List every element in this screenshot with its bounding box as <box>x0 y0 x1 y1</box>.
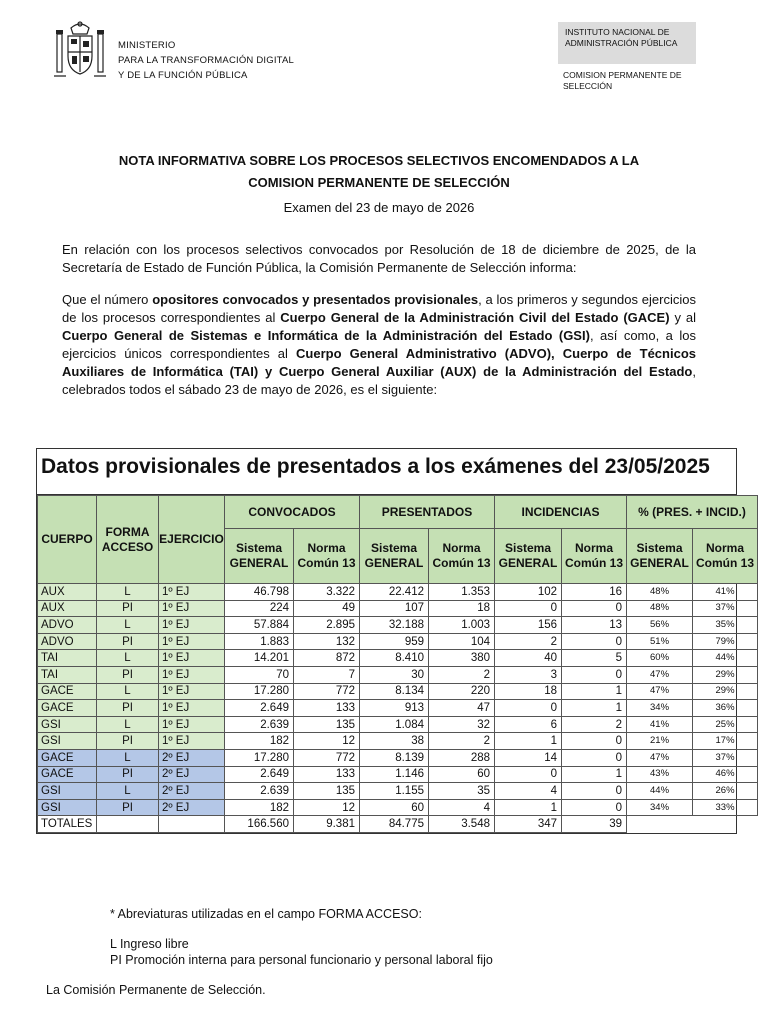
cell-incidencias-sistema: 1 <box>495 799 562 816</box>
header-norma-comun: Norma Común 13 <box>294 529 360 584</box>
cell-presentados-sistema: 959 <box>360 633 429 650</box>
cell-convocados-norma: 3.322 <box>294 584 360 601</box>
cell-cuerpo: GACE <box>38 766 97 783</box>
cell-percentage-sistema: 47% <box>627 666 693 683</box>
cell-percentage-sistema: 47% <box>627 683 693 700</box>
table-row <box>38 783 758 800</box>
cell-forma-acceso: L <box>97 749 159 766</box>
total-presentados-norma: 3.548 <box>429 816 495 833</box>
details-paragraph <box>62 291 696 399</box>
cell-forma-acceso: PI <box>97 633 159 650</box>
header-sistema-general: Sistema GENERAL <box>225 529 294 584</box>
cell-ejercicio: 1º EJ <box>159 716 225 733</box>
cell-incidencias-norma: 13 <box>562 617 627 634</box>
cell-incidencias-sistema: 4 <box>495 783 562 800</box>
note-item: L Ingreso libre <box>110 937 189 951</box>
cell-percentage-sistema: 43% <box>627 766 693 783</box>
cell-ejercicio: 1º EJ <box>159 617 225 634</box>
exam-date: Examen del 23 de mayo de 2026 <box>283 200 475 215</box>
inap-label <box>558 22 696 64</box>
cell-cuerpo: GSI <box>38 733 97 750</box>
totals-label: TOTALES <box>38 816 97 833</box>
cell-convocados-sistema: 182 <box>225 733 294 750</box>
cell-convocados-sistema: 2.639 <box>225 783 294 800</box>
cell-forma-acceso: L <box>97 584 159 601</box>
text-span: , así como, a los ejercicios únicos correspondientes al <box>62 328 696 361</box>
total-convocados-norma: 9.381 <box>294 816 360 833</box>
cell-convocados-norma: 7 <box>294 666 360 683</box>
cell-percentage-norma: 79% <box>693 633 758 650</box>
cell-incidencias-norma: 2 <box>562 716 627 733</box>
header-norma-comun: Norma Común 13 <box>562 529 627 584</box>
cell-presentados-norma: 380 <box>429 650 495 667</box>
cell-convocados-norma: 132 <box>294 633 360 650</box>
cell-incidencias-norma: 16 <box>562 584 627 601</box>
table-row <box>38 749 758 766</box>
text-span: y al <box>669 310 697 325</box>
cell-presentados-sistema: 913 <box>360 700 429 717</box>
title-line: NOTA INFORMATIVA SOBRE LOS PROCESOS SELECTIVOS ENCOMENDADOS A LA <box>118 153 640 168</box>
cell-incidencias-norma: 1 <box>562 766 627 783</box>
cell-presentados-sistema: 22.412 <box>360 584 429 601</box>
cell-incidencias-sistema: 6 <box>495 716 562 733</box>
commission-line: SELECCIÓN <box>563 81 613 91</box>
cell-cuerpo: AUX <box>38 584 97 601</box>
total-presentados-sistema: 84.775 <box>360 816 429 833</box>
cell-incidencias-sistema: 0 <box>495 766 562 783</box>
header-incidencias: INCIDENCIAS <box>495 496 627 529</box>
cell-presentados-sistema: 1.155 <box>360 783 429 800</box>
cell-percentage-sistema: 34% <box>627 799 693 816</box>
cell-percentage-sistema: 60% <box>627 650 693 667</box>
table-row <box>38 617 758 634</box>
text-span: , a los primeros y segundos ejercicios de los procesos correspondientes al <box>62 292 696 325</box>
cell-presentados-sistema: 8.134 <box>360 683 429 700</box>
cell-forma-acceso: PI <box>97 600 159 617</box>
cell-convocados-norma: 2.895 <box>294 617 360 634</box>
header-ejercicio: EJERCICIO <box>159 496 225 584</box>
document-title <box>40 150 718 194</box>
table-title: Datos provisionales de presentados a los exámenes del 23/05/2025 <box>37 449 736 495</box>
cell-percentage-sistema: 56% <box>627 617 693 634</box>
cell-convocados-norma: 772 <box>294 749 360 766</box>
cell-presentados-norma: 47 <box>429 700 495 717</box>
cell-percentage-norma: 25% <box>693 716 758 733</box>
bold-span: opositores convocados y presentados provisionales <box>152 292 479 307</box>
commission-line: COMISION PERMANENTE DE <box>563 70 682 80</box>
cell-presentados-sistema: 38 <box>360 733 429 750</box>
cell-convocados-norma: 872 <box>294 650 360 667</box>
cell-percentage-norma: 35% <box>693 617 758 634</box>
totals-row <box>38 816 758 833</box>
cell-incidencias-sistema: 40 <box>495 650 562 667</box>
cell-convocados-norma: 133 <box>294 766 360 783</box>
cell-convocados-sistema: 17.280 <box>225 683 294 700</box>
cell-incidencias-sistema: 0 <box>495 600 562 617</box>
cell-percentage-sistema: 44% <box>627 783 693 800</box>
empty-cell <box>159 816 225 833</box>
cell-forma-acceso: PI <box>97 766 159 783</box>
cell-presentados-sistema: 32.188 <box>360 617 429 634</box>
cell-convocados-sistema: 46.798 <box>225 584 294 601</box>
cell-ejercicio: 1º EJ <box>159 633 225 650</box>
results-table <box>37 495 758 833</box>
cell-incidencias-sistema: 1 <box>495 733 562 750</box>
cell-ejercicio: 1º EJ <box>159 666 225 683</box>
cell-cuerpo: GSI <box>38 716 97 733</box>
cell-percentage-norma: 44% <box>693 650 758 667</box>
empty-cell <box>97 816 159 833</box>
cell-incidencias-norma: 1 <box>562 700 627 717</box>
cell-convocados-sistema: 2.649 <box>225 700 294 717</box>
header-sistema-general: Sistema GENERAL <box>495 529 562 584</box>
table-row <box>38 683 758 700</box>
cell-presentados-sistema: 107 <box>360 600 429 617</box>
cell-presentados-sistema: 1.084 <box>360 716 429 733</box>
table-row <box>38 733 758 750</box>
results-table-container <box>36 448 755 834</box>
cell-convocados-sistema: 70 <box>225 666 294 683</box>
header-sistema-general: Sistema GENERAL <box>627 529 693 584</box>
table-row <box>38 766 758 783</box>
cell-cuerpo: GSI <box>38 799 97 816</box>
cell-ejercicio: 2º EJ <box>159 783 225 800</box>
cell-percentage-norma: 36% <box>693 700 758 717</box>
cell-incidencias-sistema: 102 <box>495 584 562 601</box>
cell-percentage-norma: 26% <box>693 783 758 800</box>
notes-heading: * Abreviaturas utilizadas en el campo FORMA ACCESO: <box>110 907 422 921</box>
cell-convocados-sistema: 2.649 <box>225 766 294 783</box>
cell-forma-acceso: L <box>97 716 159 733</box>
cell-presentados-sistema: 8.139 <box>360 749 429 766</box>
cell-incidencias-sistema: 156 <box>495 617 562 634</box>
cell-presentados-norma: 220 <box>429 683 495 700</box>
cell-forma-acceso: L <box>97 683 159 700</box>
table-body <box>38 584 758 816</box>
cell-presentados-sistema: 8.410 <box>360 650 429 667</box>
cell-percentage-sistema: 48% <box>627 600 693 617</box>
bold-span: Cuerpo General de la Administración Civil del Estado (GACE) <box>280 310 670 325</box>
cell-percentage-norma: 33% <box>693 799 758 816</box>
cell-percentage-norma: 37% <box>693 600 758 617</box>
cell-convocados-norma: 49 <box>294 600 360 617</box>
cell-presentados-norma: 104 <box>429 633 495 650</box>
cell-incidencias-sistema: 14 <box>495 749 562 766</box>
cell-cuerpo: TAI <box>38 666 97 683</box>
table-row <box>38 584 758 601</box>
commission-label <box>563 70 703 92</box>
cell-incidencias-norma: 0 <box>562 783 627 800</box>
cell-convocados-norma: 133 <box>294 700 360 717</box>
table-row <box>38 666 758 683</box>
cell-incidencias-norma: 0 <box>562 633 627 650</box>
cell-percentage-norma: 37% <box>693 749 758 766</box>
cell-percentage-norma: 29% <box>693 683 758 700</box>
cell-incidencias-sistema: 18 <box>495 683 562 700</box>
intro-paragraph: En relación con los procesos selectivos convocados por Resolución de 18 de diciembre de 2025, de la Secretaría de Estado de Función Pública, la Comisión Permanente de Selección informa: <box>62 242 696 275</box>
cell-convocados-sistema: 57.884 <box>225 617 294 634</box>
cell-presentados-norma: 1.353 <box>429 584 495 601</box>
cell-incidencias-sistema: 2 <box>495 633 562 650</box>
cell-presentados-sistema: 30 <box>360 666 429 683</box>
cell-ejercicio: 1º EJ <box>159 733 225 750</box>
cell-presentados-norma: 32 <box>429 716 495 733</box>
cell-forma-acceso: L <box>97 617 159 634</box>
cell-forma-acceso: PI <box>97 733 159 750</box>
header-sistema-general: Sistema GENERAL <box>360 529 429 584</box>
cell-ejercicio: 1º EJ <box>159 600 225 617</box>
cell-cuerpo: TAI <box>38 650 97 667</box>
cell-percentage-norma: 29% <box>693 666 758 683</box>
bold-span: Cuerpo General Administrativo (ADVO), Cuerpo de Técnicos Auxiliares de Informática (TAI) y Cuerpo General Auxiliar (AUX) de la Administración del Estado <box>62 346 696 379</box>
cell-convocados-norma: 772 <box>294 683 360 700</box>
cell-cuerpo: GACE <box>38 749 97 766</box>
table-row <box>38 600 758 617</box>
cell-incidencias-norma: 5 <box>562 650 627 667</box>
cell-percentage-sistema: 21% <box>627 733 693 750</box>
cell-convocados-sistema: 2.639 <box>225 716 294 733</box>
cell-ejercicio: 1º EJ <box>159 584 225 601</box>
cell-percentage-sistema: 51% <box>627 633 693 650</box>
cell-ejercicio: 2º EJ <box>159 799 225 816</box>
cell-presentados-sistema: 60 <box>360 799 429 816</box>
cell-ejercicio: 1º EJ <box>159 683 225 700</box>
table-row <box>38 716 758 733</box>
cell-forma-acceso: PI <box>97 666 159 683</box>
header-percentage: % (PRES. + INCID.) <box>627 496 758 529</box>
cell-presentados-norma: 2 <box>429 733 495 750</box>
cell-presentados-norma: 1.003 <box>429 617 495 634</box>
header-norma-comun: Norma Común 13 <box>429 529 495 584</box>
cell-forma-acceso: PI <box>97 700 159 717</box>
header-presentados: PRESENTADOS <box>360 496 495 529</box>
total-convocados-sistema: 166.560 <box>225 816 294 833</box>
total-incidencias-norma: 39 <box>562 816 627 833</box>
total-incidencias-sistema: 347 <box>495 816 562 833</box>
cell-incidencias-norma: 0 <box>562 733 627 750</box>
cell-convocados-sistema: 14.201 <box>225 650 294 667</box>
table-row <box>38 650 758 667</box>
bold-span: Cuerpo General de Sistemas e Informática de la Administración del Estado (GSI) <box>62 328 590 343</box>
header-cuerpo: CUERPO <box>38 496 97 584</box>
ministry-name <box>118 38 294 83</box>
cell-presentados-sistema: 1.146 <box>360 766 429 783</box>
cell-presentados-norma: 18 <box>429 600 495 617</box>
cell-cuerpo: ADVO <box>38 633 97 650</box>
cell-presentados-norma: 4 <box>429 799 495 816</box>
signature: La Comisión Permanente de Selección. <box>46 983 266 997</box>
abbreviations-notes <box>110 906 493 968</box>
cell-presentados-norma: 60 <box>429 766 495 783</box>
ministry-line: PARA LA TRANSFORMACIÓN DIGITAL <box>118 55 294 66</box>
cell-incidencias-norma: 0 <box>562 666 627 683</box>
title-line: COMISION PERMANENTE DE SELECCIÓN <box>248 175 510 190</box>
cell-presentados-norma: 2 <box>429 666 495 683</box>
coat-of-arms-icon <box>52 20 108 82</box>
cell-forma-acceso: L <box>97 650 159 667</box>
cell-convocados-sistema: 17.280 <box>225 749 294 766</box>
cell-incidencias-norma: 0 <box>562 799 627 816</box>
cell-incidencias-norma: 0 <box>562 749 627 766</box>
cell-incidencias-norma: 0 <box>562 600 627 617</box>
ministry-line: MINISTERIO <box>118 40 176 51</box>
cell-convocados-sistema: 224 <box>225 600 294 617</box>
cell-percentage-norma: 17% <box>693 733 758 750</box>
text-span: Que el número <box>62 292 153 307</box>
cell-incidencias-sistema: 0 <box>495 700 562 717</box>
cell-cuerpo: GACE <box>38 683 97 700</box>
cell-incidencias-norma: 1 <box>562 683 627 700</box>
cell-percentage-norma: 46% <box>693 766 758 783</box>
cell-cuerpo: ADVO <box>38 617 97 634</box>
cell-cuerpo: GSI <box>38 783 97 800</box>
cell-ejercicio: 1º EJ <box>159 700 225 717</box>
header-convocados: CONVOCADOS <box>225 496 360 529</box>
text-span: , celebrados todos el sábado 23 de mayo de 2026, es el siguiente: <box>62 364 696 397</box>
cell-percentage-sistema: 41% <box>627 716 693 733</box>
cell-ejercicio: 2º EJ <box>159 766 225 783</box>
header-norma-comun: Norma Común 13 <box>693 529 758 584</box>
cell-ejercicio: 1º EJ <box>159 650 225 667</box>
cell-convocados-sistema: 182 <box>225 799 294 816</box>
cell-forma-acceso: PI <box>97 799 159 816</box>
cell-convocados-norma: 135 <box>294 783 360 800</box>
cell-convocados-norma: 12 <box>294 733 360 750</box>
cell-incidencias-sistema: 3 <box>495 666 562 683</box>
cell-presentados-norma: 35 <box>429 783 495 800</box>
cell-percentage-norma: 41% <box>693 584 758 601</box>
ministry-line: Y DE LA FUNCIÓN PÚBLICA <box>118 70 248 81</box>
cell-percentage-sistema: 48% <box>627 584 693 601</box>
cell-ejercicio: 2º EJ <box>159 749 225 766</box>
cell-convocados-norma: 12 <box>294 799 360 816</box>
note-item: PI Promoción interna para personal funcionario y personal laboral fijo <box>110 953 493 967</box>
cell-convocados-norma: 135 <box>294 716 360 733</box>
empty-cell <box>627 816 693 833</box>
cell-percentage-sistema: 34% <box>627 700 693 717</box>
inap-line: INSTITUTO NACIONAL DE <box>565 27 670 37</box>
cell-cuerpo: AUX <box>38 600 97 617</box>
header-forma-acceso: FORMA ACCESO <box>97 496 159 584</box>
cell-percentage-sistema: 47% <box>627 749 693 766</box>
inap-line: ADMINISTRACIÓN PÚBLICA <box>565 38 678 48</box>
table-row <box>38 700 758 717</box>
empty-cell <box>693 816 758 833</box>
table-row <box>38 799 758 816</box>
cell-convocados-sistema: 1.883 <box>225 633 294 650</box>
cell-cuerpo: GACE <box>38 700 97 717</box>
cell-forma-acceso: L <box>97 783 159 800</box>
cell-presentados-norma: 288 <box>429 749 495 766</box>
table-row <box>38 633 758 650</box>
